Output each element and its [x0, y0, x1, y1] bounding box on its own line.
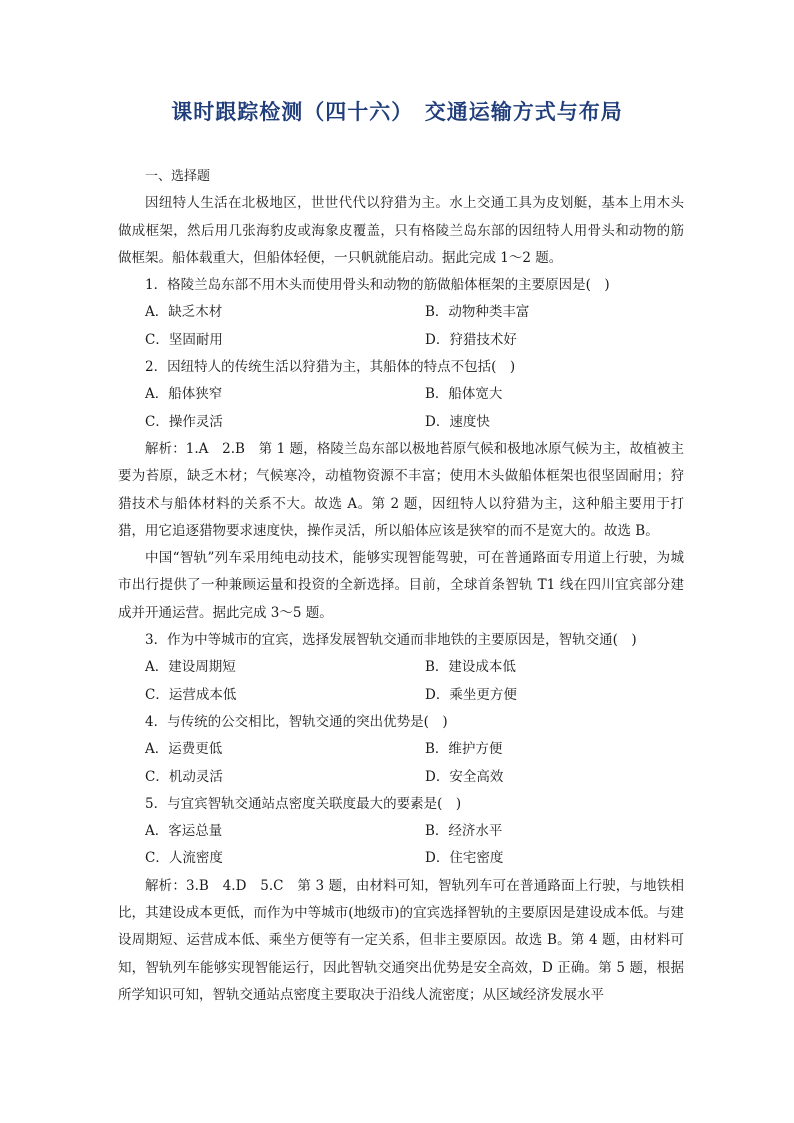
- question-2-stem: 2．因纽特人的传统生活以狩猎为主，其船体的特点不包括( ): [145, 359, 516, 376]
- question-5-stem: 5．与宜宾智轨交通站点密度关联度最大的要素是( ): [145, 795, 462, 812]
- option-a: A．建设周期短: [145, 659, 236, 676]
- question-3-options: [118, 654, 684, 709]
- option-a: A．船体狭窄: [145, 386, 223, 403]
- option-c: C．机动灵活: [145, 768, 223, 785]
- question-2-options: [118, 381, 684, 436]
- option-c: C．运营成本低: [145, 686, 237, 703]
- material-paragraph-1: 因纽特人生活在北极地区，世世代代以狩猎为主。水上交通工具为皮划艇，基本上用木头做成框架，然后用几张海豹皮或海象皮覆盖，只有格陵兰岛东部的因纽特人用骨头和动物的筋做框架。船体载重大，但船体轻便，一只帆就能启动。据此完成 1～2 题。: [118, 195, 684, 266]
- option-b: B．经济水平: [425, 823, 503, 840]
- option-b: B．船体宽大: [425, 386, 503, 403]
- option-a: A．运费更低: [145, 741, 223, 758]
- option-c: C．操作灵活: [145, 413, 223, 430]
- section-heading: 一、选择题: [145, 169, 211, 184]
- option-b: B．维护方便: [425, 741, 503, 758]
- option-d: D．安全高效: [425, 768, 504, 785]
- option-c: C．坚固耐用: [145, 331, 223, 348]
- material-paragraph-2: 中国“智轨”列车采用纯电动技术，能够实现智能驾驶，可在普通路面专用道上行驶，为城市出行提供了一种兼顾运量和投资的全新选择。目前，全球首条智轨 T1 线在四川宜宾部分建成并开通运营。据此完成 3～5 题。: [118, 550, 684, 621]
- option-c: C．人流密度: [145, 850, 223, 867]
- question-1-stem: 1．格陵兰岛东部不用木头而使用骨头和动物的筋做船体框架的主要原因是( ): [145, 277, 610, 294]
- option-d: D．速度快: [425, 413, 490, 430]
- option-a: A．缺乏木材: [145, 304, 223, 321]
- answer-explanation-1: 解析：1.A 2.B 第 1 题，格陵兰岛东部以极地苔原气候和极地冰原气候为主，故植被主要为苔原，缺乏木材；气候寒冷，动植物资源不丰富；使用木头做船体框架也很坚固耐用；狩猎技术与船体材料的关系不大。故选 A。第 2 题，因纽特人以狩猎为主，这种船主要用于打猎，用它追逐猎物要求速度快，操作灵活，所以船体应该是狭窄的而不是宽大的。故选 B。: [118, 440, 684, 539]
- question-3-stem: 3．作为中等城市的宜宾，选择发展智轨交通而非地铁的主要原因是，智轨交通( ): [145, 632, 637, 649]
- option-b: B．建设成本低: [425, 659, 516, 676]
- question-5-options: [118, 818, 684, 873]
- option-d: D．乘坐更方便: [425, 686, 517, 703]
- option-d: D．狩猎技术好: [425, 331, 517, 348]
- question-1-options: [118, 299, 684, 354]
- page-title: 课时跟踪检测（四十六） 交通运输方式与布局: [171, 100, 623, 124]
- question-4-stem: 4．与传统的公交相比，智轨交通的突出优势是( ): [145, 713, 448, 730]
- document-body: [118, 163, 684, 1009]
- answer-explanation-2: 解析：3.B 4.D 5.C 第 3 题，由材料可知，智轨列车可在普通路面上行驶，与地铁相比，其建设成本更低，而作为中等城市(地级市)的宜宾选择智轨的主要原因是建设成本低。与建设周期短、运营成本低、乘坐方便等有一定关系，但非主要原因。故选 B。第 4 题，由材料可知，智轨列车能够实现智能运行，因此智轨交通突出优势是安全高效，D 正确。第 5 题，根据所学知识可知，智轨交通站点密度主要取决于沿线人流密度；从区域经济发展水平: [118, 877, 684, 1003]
- option-a: A．客运总量: [145, 823, 223, 840]
- option-b: B．动物种类丰富: [425, 304, 530, 321]
- question-4-options: [118, 736, 684, 791]
- option-d: D．住宅密度: [425, 850, 504, 867]
